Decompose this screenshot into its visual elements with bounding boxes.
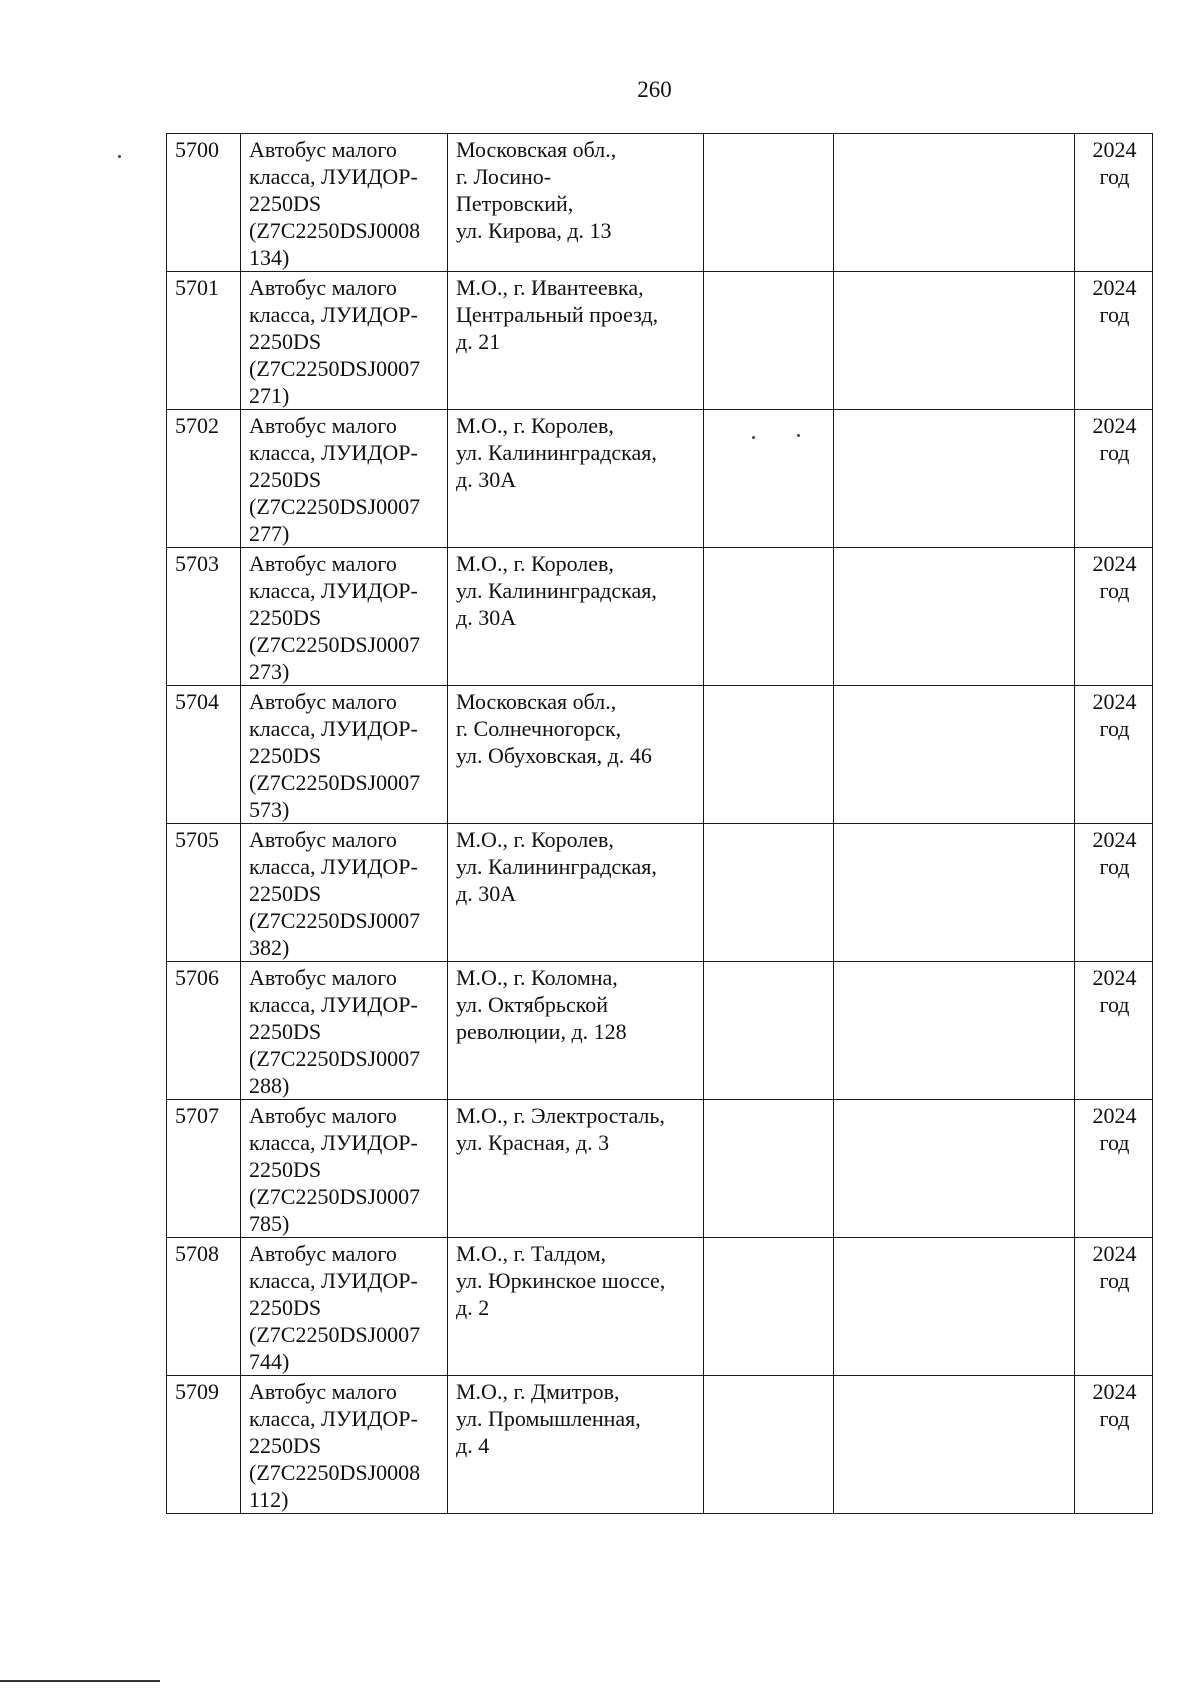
name_lines-line: Автобус малого (249, 689, 397, 714)
address-cell (448, 1376, 704, 1514)
address-cell (448, 824, 704, 962)
footer-rule (0, 1680, 160, 1682)
name_lines-line: Автобус малого (249, 551, 397, 576)
vehicle-name-cell (241, 824, 448, 962)
vehicle-name-cell (241, 272, 448, 410)
empty-cell-5 (834, 548, 1075, 686)
address_lines-line: М.О., г. Королев, (456, 413, 614, 438)
name_lines-line: 112) (249, 1487, 289, 1512)
name_lines-line: класса, ЛУИДОР- (249, 716, 418, 741)
year_lines-line: год (1099, 1268, 1130, 1293)
empty-cell-4 (704, 1376, 834, 1514)
empty-cell-5 (834, 272, 1075, 410)
vehicle-name-cell (241, 134, 448, 272)
name_lines-line: 2250DS (249, 881, 322, 906)
address_lines-line: д. 30А (456, 467, 517, 492)
name_lines-line: 2250DS (249, 329, 322, 354)
name_lines-line: Автобус малого (249, 137, 397, 162)
name_lines-line: класса, ЛУИДОР- (249, 440, 418, 465)
scan-speck (752, 436, 755, 439)
empty-cell-4 (704, 1238, 834, 1376)
vehicle-name-cell (241, 548, 448, 686)
address_lines-line: ул. Юркинское шоссе, (456, 1268, 666, 1293)
name_lines-line: (Z7C2250DSJ0007 (249, 770, 421, 795)
year_lines-line: 2024 (1092, 1241, 1137, 1266)
empty-cell-4 (704, 272, 834, 410)
address-cell (448, 962, 704, 1100)
empty-cell-4 (704, 686, 834, 824)
address_lines-line: М.О., г. Электросталь, (456, 1103, 665, 1128)
table-row (167, 1100, 1153, 1238)
year-cell (1075, 686, 1153, 824)
address_lines-line: ул. Промышленная, (456, 1406, 641, 1431)
name_lines-line: Автобус малого (249, 413, 397, 438)
address_lines-line: М.О., г. Королев, (456, 551, 614, 576)
address_lines-line: М.О., г. Талдом, (456, 1241, 607, 1266)
name_lines-line: 2250DS (249, 1295, 322, 1320)
address_lines-line: М.О., г. Королев, (456, 827, 614, 852)
year_lines-line: 2024 (1092, 413, 1137, 438)
table-row (167, 1238, 1153, 1376)
year_lines-line: год (1099, 578, 1130, 603)
table-row (167, 548, 1153, 686)
year_lines-line: 2024 (1092, 1379, 1137, 1404)
name_lines-line: 134) (249, 245, 290, 270)
name_lines-line: (Z7C2250DSJ0007 (249, 356, 421, 381)
name_lines-line: Автобус малого (249, 1379, 397, 1404)
name_lines-line: класса, ЛУИДОР- (249, 1268, 418, 1293)
name_lines-line: (Z7C2250DSJ0007 (249, 1322, 421, 1347)
vehicle-name-cell (241, 1100, 448, 1238)
name_lines-line: (Z7C2250DSJ0007 (249, 1046, 421, 1071)
empty-cell-4 (704, 548, 834, 686)
address_lines-line: Московская обл., (456, 137, 617, 162)
name_lines-line: 573) (249, 797, 290, 822)
page-number: 260 (637, 77, 672, 102)
table-row (167, 686, 1153, 824)
address-cell (448, 548, 704, 686)
registry-table (166, 133, 1153, 1514)
year-cell (1075, 410, 1153, 548)
address-cell (448, 134, 704, 272)
name_lines-line: 2250DS (249, 605, 322, 630)
address-cell (448, 272, 704, 410)
name_lines-line: 2250DS (249, 467, 322, 492)
row-number-cell: 5701 (167, 272, 241, 410)
empty-cell-4 (704, 824, 834, 962)
address_lines-line: г. Солнечногорск, (456, 716, 622, 741)
address_lines-line: Петровский, (456, 191, 574, 216)
name_lines-line: 382) (249, 935, 290, 960)
row-number-cell: 5702 (167, 410, 241, 548)
address_lines-line: революции, д. 128 (456, 1019, 627, 1044)
address_lines-line: ул. Калининградская, (456, 440, 657, 465)
name_lines-line: Автобус малого (249, 1103, 397, 1128)
year-cell (1075, 1100, 1153, 1238)
row-number-cell: 5700 (167, 134, 241, 272)
year_lines-line: год (1099, 302, 1130, 327)
registry-table-body (167, 134, 1153, 1514)
address_lines-line: ул. Калининградская, (456, 854, 657, 879)
address-cell (448, 410, 704, 548)
year-cell (1075, 548, 1153, 686)
empty-cell-5 (834, 1376, 1075, 1514)
address_lines-line: д. 21 (456, 329, 501, 354)
empty-cell-5 (834, 134, 1075, 272)
year_lines-line: 2024 (1092, 137, 1137, 162)
year_lines-line: год (1099, 164, 1130, 189)
scan-speck (118, 155, 121, 158)
year_lines-line: год (1099, 1406, 1130, 1431)
year-cell (1075, 1238, 1153, 1376)
table-row (167, 1376, 1153, 1514)
table-row (167, 272, 1153, 410)
name_lines-line: 2250DS (249, 191, 322, 216)
year_lines-line: 2024 (1092, 1103, 1137, 1128)
name_lines-line: Автобус малого (249, 827, 397, 852)
address_lines-line: ул. Калининградская, (456, 578, 657, 603)
name_lines-line: 785) (249, 1211, 290, 1236)
empty-cell-4 (704, 134, 834, 272)
empty-cell-4 (704, 962, 834, 1100)
name_lines-line: Автобус малого (249, 1241, 397, 1266)
name_lines-line: (Z7C2250DSJ0007 (249, 1184, 421, 1209)
table-row (167, 824, 1153, 962)
name_lines-line: 2250DS (249, 743, 322, 768)
year_lines-line: год (1099, 716, 1130, 741)
empty-cell-5 (834, 1238, 1075, 1376)
vehicle-name-cell (241, 1238, 448, 1376)
empty-cell-5 (834, 410, 1075, 548)
year_lines-line: год (1099, 854, 1130, 879)
address-cell (448, 686, 704, 824)
year_lines-line: год (1099, 440, 1130, 465)
name_lines-line: 277) (249, 521, 290, 546)
address_lines-line: М.О., г. Ивантеевка, (456, 275, 644, 300)
name_lines-line: класса, ЛУИДОР- (249, 1130, 418, 1155)
vehicle-name-cell (241, 1376, 448, 1514)
name_lines-line: 271) (249, 383, 290, 408)
empty-cell-5 (834, 686, 1075, 824)
year_lines-line: 2024 (1092, 827, 1137, 852)
empty-cell-5 (834, 824, 1075, 962)
name_lines-line: класса, ЛУИДОР- (249, 854, 418, 879)
vehicle-name-cell (241, 962, 448, 1100)
year_lines-line: год (1099, 1130, 1130, 1155)
name_lines-line: класса, ЛУИДОР- (249, 164, 418, 189)
name_lines-line: Автобус малого (249, 965, 397, 990)
name_lines-line: (Z7C2250DSJ0007 (249, 908, 421, 933)
year-cell (1075, 824, 1153, 962)
name_lines-line: 273) (249, 659, 290, 684)
year_lines-line: 2024 (1092, 965, 1137, 990)
table-row (167, 962, 1153, 1100)
name_lines-line: класса, ЛУИДОР- (249, 578, 418, 603)
address_lines-line: ул. Красная, д. 3 (456, 1130, 610, 1155)
address_lines-line: М.О., г. Дмитров, (456, 1379, 620, 1404)
address_lines-line: ул. Обуховская, д. 46 (456, 743, 652, 768)
table-row (167, 134, 1153, 272)
name_lines-line: 2250DS (249, 1157, 322, 1182)
name_lines-line: 2250DS (249, 1433, 322, 1458)
address_lines-line: г. Лосино- (456, 164, 552, 189)
row-number-cell: 5705 (167, 824, 241, 962)
address_lines-line: д. 2 (456, 1295, 490, 1320)
name_lines-line: (Z7C2250DSJ0008 (249, 218, 421, 243)
address_lines-line: д. 30А (456, 605, 517, 630)
year_lines-line: год (1099, 992, 1130, 1017)
year-cell (1075, 1376, 1153, 1514)
scan-speck (797, 434, 800, 437)
empty-cell-4 (704, 1100, 834, 1238)
row-number-cell: 5704 (167, 686, 241, 824)
year-cell (1075, 272, 1153, 410)
row-number-cell: 5703 (167, 548, 241, 686)
name_lines-line: 288) (249, 1073, 290, 1098)
name_lines-line: класса, ЛУИДОР- (249, 302, 418, 327)
address-cell (448, 1238, 704, 1376)
table-row (167, 410, 1153, 548)
row-number-cell: 5709 (167, 1376, 241, 1514)
vehicle-name-cell (241, 410, 448, 548)
name_lines-line: (Z7C2250DSJ0007 (249, 494, 421, 519)
address_lines-line: М.О., г. Коломна, (456, 965, 618, 990)
row-number-cell: 5707 (167, 1100, 241, 1238)
empty-cell-5 (834, 962, 1075, 1100)
year_lines-line: 2024 (1092, 275, 1137, 300)
row-number-cell: 5708 (167, 1238, 241, 1376)
name_lines-line: (Z7C2250DSJ0008 (249, 1460, 421, 1485)
vehicle-name-cell (241, 686, 448, 824)
year_lines-line: 2024 (1092, 689, 1137, 714)
name_lines-line: 744) (249, 1349, 290, 1374)
address_lines-line: ул. Октябрьской (456, 992, 609, 1017)
year-cell (1075, 962, 1153, 1100)
name_lines-line: Автобус малого (249, 275, 397, 300)
empty-cell-5 (834, 1100, 1075, 1238)
empty-cell-4 (704, 410, 834, 548)
name_lines-line: 2250DS (249, 1019, 322, 1044)
name_lines-line: класса, ЛУИДОР- (249, 1406, 418, 1431)
year_lines-line: 2024 (1092, 551, 1137, 576)
name_lines-line: (Z7C2250DSJ0007 (249, 632, 421, 657)
address_lines-line: Московская обл., (456, 689, 617, 714)
row-number-cell: 5706 (167, 962, 241, 1100)
year-cell (1075, 134, 1153, 272)
address_lines-line: д. 30А (456, 881, 517, 906)
address-cell (448, 1100, 704, 1238)
address_lines-line: ул. Кирова, д. 13 (456, 218, 612, 243)
address_lines-line: Центральный проезд, (456, 302, 659, 327)
address_lines-line: д. 4 (456, 1433, 490, 1458)
name_lines-line: класса, ЛУИДОР- (249, 992, 418, 1017)
